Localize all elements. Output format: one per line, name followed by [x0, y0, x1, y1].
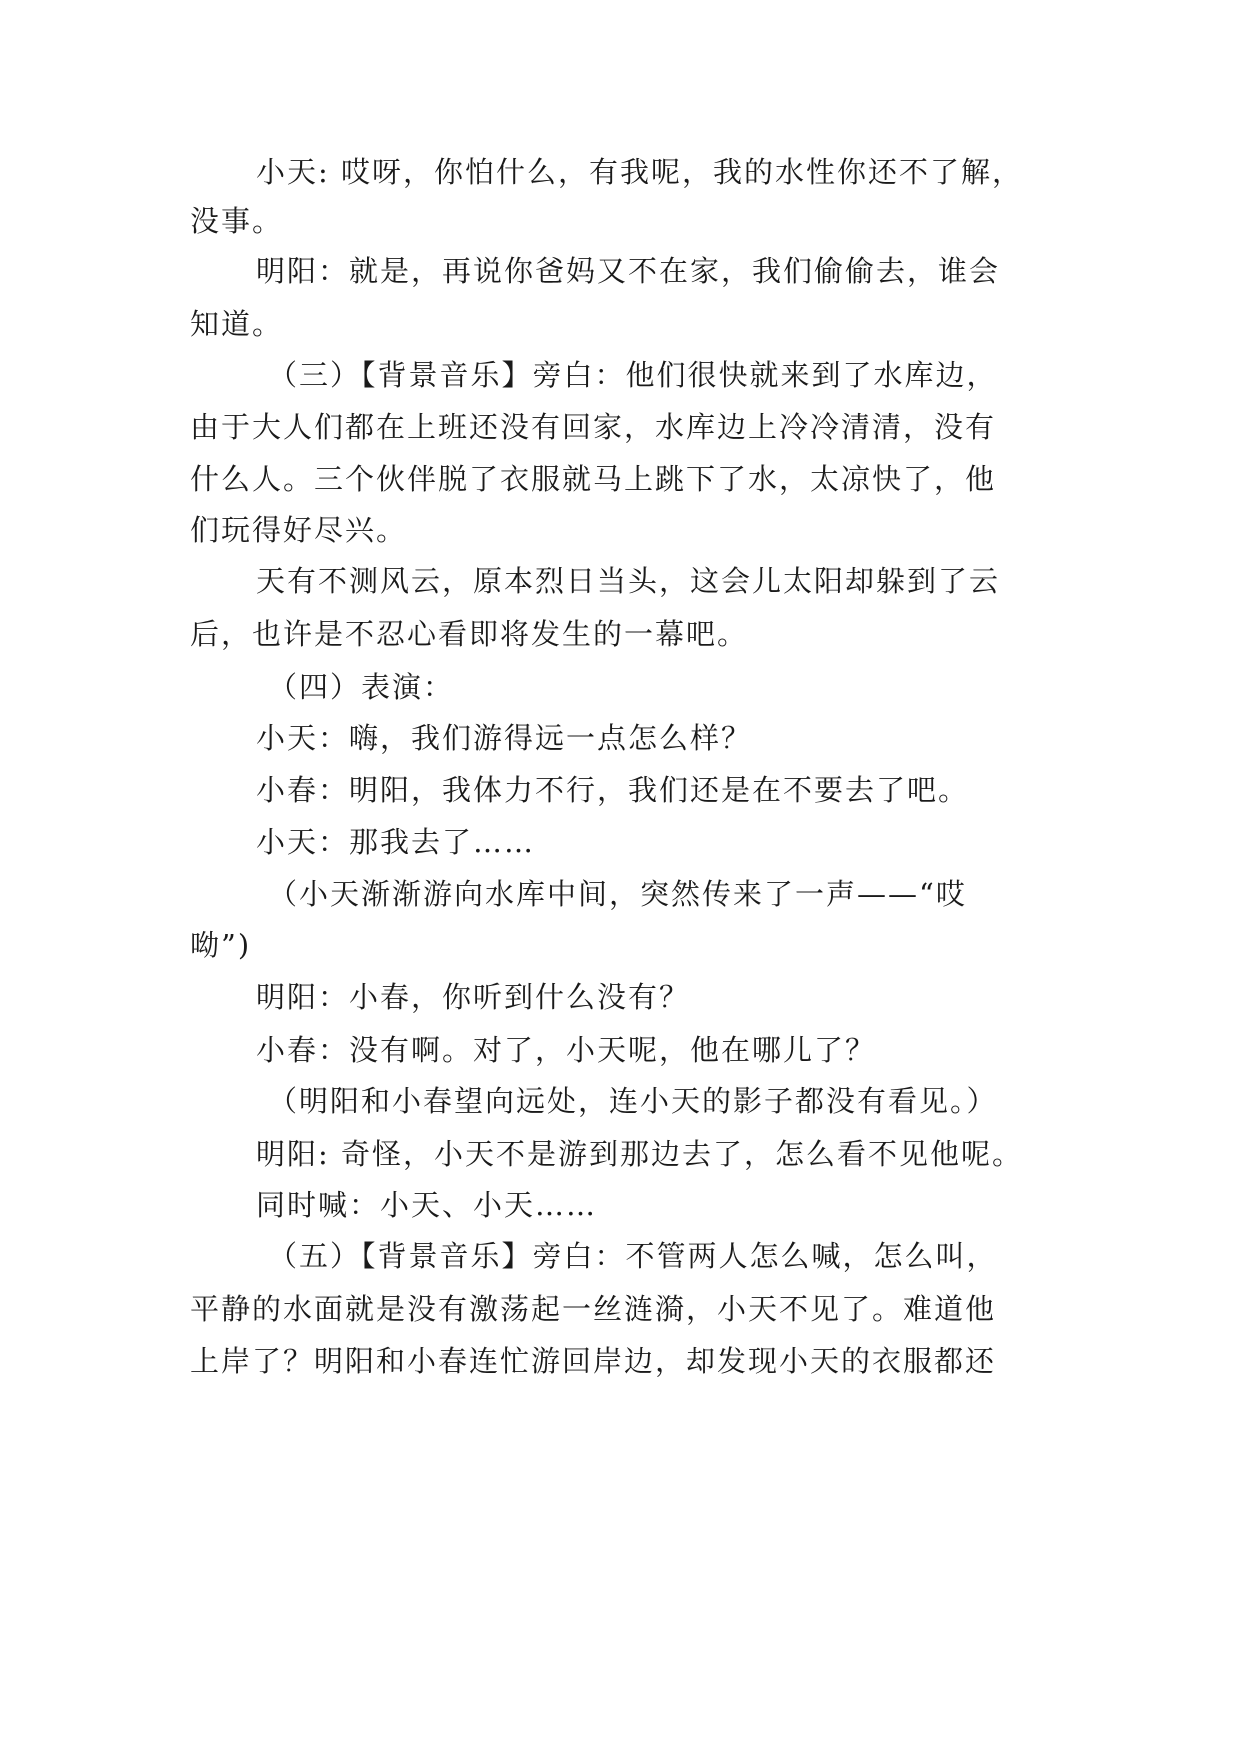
text-line: （四）表演： [268, 670, 455, 704]
text-line: （明阳和小春望向远处，连小天的影子都没有看见。） [268, 1084, 998, 1118]
text-line: 们玩得好尽兴。 [190, 513, 408, 547]
text-line: （五）【背景音乐】旁白：不管两人怎么喊，怎么叫， [268, 1239, 998, 1273]
text-line: （三）【背景音乐】旁白：他们很快就来到了水库边， [268, 358, 998, 392]
text-line: 明阳: 奇怪，小天不是游到那边去了，怎么看不见他呢。 [256, 1137, 1023, 1171]
text-line: 小春：没有啊。对了，小天呢，他在哪儿了？ [256, 1033, 877, 1067]
text-line: 同时喊：小天、小天…… [256, 1188, 598, 1222]
text-line: 明阳：就是，再说你爸妈又不在家，我们偷偷去，谁会 [256, 254, 1001, 288]
text-line: （小天渐渐游向水库中间，突然传来了一声——“哎 [268, 877, 967, 911]
text-line: 天有不测风云，原本烈日当头，这会儿太阳却躲到了云 [256, 564, 1001, 598]
text-line: 什么人。三个伙伴脱了衣服就马上跳下了水，太凉快了，他 [190, 462, 997, 496]
text-line: 由于大人们都在上班还没有回家，水库边上冷冷清清，没有 [190, 410, 997, 444]
text-line: 后，也许是不忍心看即将发生的一幕吧。 [190, 617, 749, 651]
text-line: 小天: 哎呀，你怕什么，有我呢，我的水性你还不了解， [256, 155, 1023, 189]
text-line: 小春：明阳，我体力不行，我们还是在不要去了吧。 [256, 773, 970, 807]
text-line: 明阳：小春，你听到什么没有？ [256, 980, 691, 1014]
text-line: 小天：那我去了…… [256, 825, 536, 859]
text-line: 上岸了？明阳和小春连忙游回岸边，却发现小天的衣服都还 [190, 1344, 997, 1378]
text-line: 呦”) [190, 928, 252, 962]
text-line: 知道。 [190, 307, 284, 341]
text-line: 小天：嗨，我们游得远一点怎么样？ [256, 721, 753, 755]
text-line: 没事。 [190, 204, 284, 238]
text-line: 平静的水面就是没有激荡起一丝涟漪，小天不见了。难道他 [190, 1292, 997, 1326]
